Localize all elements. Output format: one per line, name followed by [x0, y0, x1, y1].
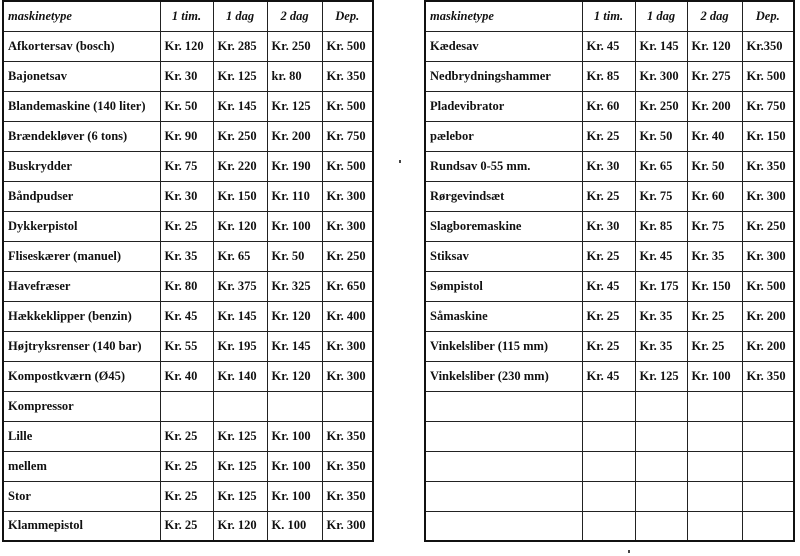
table-row [3, 481, 373, 511]
price-1-hour-cell: Kr. 60 [582, 91, 635, 121]
deposit-cell [742, 391, 794, 421]
price-2-days-cell: Kr. 200 [267, 121, 322, 151]
deposit-cell: Kr. 150 [742, 121, 794, 151]
header-1-hour: 1 tim. [160, 1, 213, 31]
deposit-cell: Kr. 200 [742, 301, 794, 331]
machine-name-cell: Rundsav 0-55 mm. [425, 151, 582, 181]
deposit-cell: Kr. 350 [322, 481, 373, 511]
price-2-days-cell: Kr. 100 [267, 421, 322, 451]
machine-name-cell: Hækkeklipper (benzin) [3, 301, 160, 331]
table-row [3, 271, 373, 301]
price-1-hour-cell: Kr. 45 [582, 271, 635, 301]
scan-speck [399, 160, 401, 163]
header-deposit: Dep. [742, 1, 794, 31]
price-1-day-cell [635, 511, 687, 541]
price-1-day-cell: Kr. 145 [213, 301, 267, 331]
deposit-cell: Kr. 300 [322, 181, 373, 211]
price-1-day-cell: Kr. 300 [635, 61, 687, 91]
table-row [3, 361, 373, 391]
price-1-day-cell: Kr. 125 [213, 451, 267, 481]
price-1-hour-cell: Kr. 25 [160, 421, 213, 451]
machine-name-cell: Pladevibrator [425, 91, 582, 121]
machine-name-cell: Vinkelsliber (115 mm) [425, 331, 582, 361]
machine-name-cell [425, 481, 582, 511]
machine-name-cell [425, 451, 582, 481]
header-machine-type: maskinetype [425, 1, 582, 31]
price-2-days-cell [687, 481, 742, 511]
header-1-hour: 1 tim. [582, 1, 635, 31]
price-1-day-cell [635, 391, 687, 421]
deposit-cell: Kr.350 [742, 31, 794, 61]
price-2-days-cell: Kr. 100 [267, 481, 322, 511]
table-row [425, 301, 794, 331]
price-1-day-cell: Kr. 175 [635, 271, 687, 301]
price-2-days-cell: Kr. 125 [267, 91, 322, 121]
deposit-cell: Kr. 500 [742, 61, 794, 91]
price-2-days-cell: Kr. 100 [267, 211, 322, 241]
machine-name-cell: Stiksav [425, 241, 582, 271]
deposit-cell: Kr. 250 [322, 241, 373, 271]
price-2-days-cell: Kr. 50 [267, 241, 322, 271]
machine-name-cell: Båndpudser [3, 181, 160, 211]
deposit-cell [742, 421, 794, 451]
deposit-cell: Kr. 750 [742, 91, 794, 121]
deposit-cell: Kr. 300 [322, 511, 373, 541]
machine-name-cell: Fliseskærer (manuel) [3, 241, 160, 271]
table-row [425, 181, 794, 211]
deposit-cell [322, 391, 373, 421]
left-table-body [3, 31, 373, 541]
table-row [3, 91, 373, 121]
table-row [425, 421, 794, 451]
deposit-cell: Kr. 500 [322, 151, 373, 181]
table-row [3, 151, 373, 181]
price-1-hour-cell: Kr. 25 [582, 241, 635, 271]
header-1-day: 1 dag [635, 1, 687, 31]
table-row [425, 391, 794, 421]
price-2-days-cell: K. 100 [267, 511, 322, 541]
machine-name-cell: Bajonetsav [3, 61, 160, 91]
price-2-days-cell: Kr. 275 [687, 61, 742, 91]
price-2-days-cell: Kr. 100 [267, 451, 322, 481]
price-2-days-cell: Kr. 325 [267, 271, 322, 301]
price-1-hour-cell: Kr. 55 [160, 331, 213, 361]
price-1-day-cell: Kr. 375 [213, 271, 267, 301]
deposit-cell: Kr. 350 [322, 451, 373, 481]
table-row [3, 61, 373, 91]
price-1-day-cell [635, 451, 687, 481]
table-row [3, 451, 373, 481]
table-row [425, 271, 794, 301]
deposit-cell [742, 511, 794, 541]
price-1-day-cell: Kr. 145 [635, 31, 687, 61]
table-row [425, 511, 794, 541]
deposit-cell: Kr. 500 [322, 31, 373, 61]
price-1-hour-cell: Kr. 30 [160, 61, 213, 91]
price-1-day-cell: Kr. 65 [635, 151, 687, 181]
price-2-days-cell: Kr. 100 [687, 361, 742, 391]
price-1-hour-cell: Kr. 25 [160, 511, 213, 541]
price-1-day-cell: Kr. 85 [635, 211, 687, 241]
price-1-day-cell: Kr. 250 [635, 91, 687, 121]
price-2-days-cell: Kr. 35 [687, 241, 742, 271]
deposit-cell: Kr. 200 [742, 331, 794, 361]
price-1-day-cell: Kr. 75 [635, 181, 687, 211]
deposit-cell [742, 451, 794, 481]
price-1-hour-cell: Kr. 25 [582, 331, 635, 361]
deposit-cell: Kr. 500 [742, 271, 794, 301]
price-1-hour-cell: Kr. 25 [160, 481, 213, 511]
scan-speck [628, 550, 630, 553]
deposit-cell: Kr. 400 [322, 301, 373, 331]
price-1-hour-cell: Kr. 25 [160, 451, 213, 481]
price-1-hour-cell: Kr. 25 [582, 301, 635, 331]
price-1-day-cell: Kr. 195 [213, 331, 267, 361]
price-1-day-cell: Kr. 125 [213, 61, 267, 91]
machine-name-cell: Afkortersav (bosch) [3, 31, 160, 61]
price-1-day-cell: Kr. 45 [635, 241, 687, 271]
price-1-hour-cell: Kr. 45 [582, 361, 635, 391]
price-2-days-cell: Kr. 50 [687, 151, 742, 181]
price-2-days-cell [687, 421, 742, 451]
price-1-hour-cell: Kr. 35 [160, 241, 213, 271]
table-row [425, 361, 794, 391]
price-1-hour-cell: Kr. 45 [582, 31, 635, 61]
table-row [3, 331, 373, 361]
machine-name-cell: Dykkerpistol [3, 211, 160, 241]
price-1-hour-cell: Kr. 50 [160, 91, 213, 121]
header-2-days: 2 dag [687, 1, 742, 31]
price-1-day-cell: Kr. 125 [635, 361, 687, 391]
price-2-days-cell [687, 451, 742, 481]
deposit-cell [742, 481, 794, 511]
header-row [425, 1, 794, 31]
price-1-day-cell: Kr. 140 [213, 361, 267, 391]
right-price-sheet [424, 0, 795, 542]
price-1-hour-cell: Kr. 85 [582, 61, 635, 91]
price-2-days-cell: Kr. 145 [267, 331, 322, 361]
price-1-hour-cell: Kr. 30 [582, 211, 635, 241]
price-1-hour-cell: Kr. 25 [582, 181, 635, 211]
header-machine-type: maskinetype [3, 1, 160, 31]
price-1-day-cell: Kr. 250 [213, 121, 267, 151]
deposit-cell: Kr. 750 [322, 121, 373, 151]
header-row [3, 1, 373, 31]
machine-name-cell: Buskrydder [3, 151, 160, 181]
deposit-cell: Kr. 300 [322, 361, 373, 391]
price-1-day-cell [635, 481, 687, 511]
price-1-day-cell: Kr. 35 [635, 301, 687, 331]
right-table-body [425, 31, 794, 541]
price-1-day-cell: Kr. 125 [213, 481, 267, 511]
table-row [3, 241, 373, 271]
price-1-hour-cell: Kr. 90 [160, 121, 213, 151]
deposit-cell: Kr. 350 [742, 151, 794, 181]
machine-name-cell: Rørgevindsæt [425, 181, 582, 211]
price-2-days-cell: Kr. 120 [267, 301, 322, 331]
machine-name-cell: Kædesav [425, 31, 582, 61]
machine-name-cell: mellem [3, 451, 160, 481]
price-1-hour-cell: Kr. 40 [160, 361, 213, 391]
price-2-days-cell: Kr. 75 [687, 211, 742, 241]
price-1-hour-cell: Kr. 30 [582, 151, 635, 181]
table-row [425, 61, 794, 91]
right-price-table [424, 0, 795, 542]
price-2-days-cell [687, 511, 742, 541]
header-1-day: 1 dag [213, 1, 267, 31]
price-1-hour-cell: Kr. 120 [160, 31, 213, 61]
price-2-days-cell: Kr. 25 [687, 331, 742, 361]
price-1-hour-cell: Kr. 45 [160, 301, 213, 331]
machine-name-cell: Havefræser [3, 271, 160, 301]
price-1-hour-cell [582, 481, 635, 511]
price-1-day-cell: Kr. 145 [213, 91, 267, 121]
table-row [425, 31, 794, 61]
table-row [3, 421, 373, 451]
price-2-days-cell: Kr. 60 [687, 181, 742, 211]
table-row [425, 241, 794, 271]
deposit-cell: Kr. 350 [322, 61, 373, 91]
price-1-day-cell: Kr. 65 [213, 241, 267, 271]
machine-name-cell: Brændekløver (6 tons) [3, 121, 160, 151]
machine-name-cell [425, 391, 582, 421]
table-row [3, 211, 373, 241]
price-2-days-cell: Kr. 190 [267, 151, 322, 181]
deposit-cell: Kr. 300 [322, 331, 373, 361]
price-1-day-cell: Kr. 50 [635, 121, 687, 151]
deposit-cell: Kr. 650 [322, 271, 373, 301]
header-2-days: 2 dag [267, 1, 322, 31]
price-1-hour-cell: Kr. 80 [160, 271, 213, 301]
deposit-cell: Kr. 300 [742, 181, 794, 211]
table-row [425, 451, 794, 481]
price-2-days-cell [687, 391, 742, 421]
table-row [3, 301, 373, 331]
price-2-days-cell: kr. 80 [267, 61, 322, 91]
table-row [3, 31, 373, 61]
machine-name-cell [425, 511, 582, 541]
table-row [425, 121, 794, 151]
machine-name-cell: Vinkelsliber (230 mm) [425, 361, 582, 391]
price-1-hour-cell [582, 511, 635, 541]
machine-name-cell: Stor [3, 481, 160, 511]
price-1-hour-cell [160, 391, 213, 421]
table-row [425, 91, 794, 121]
price-1-day-cell: Kr. 120 [213, 511, 267, 541]
machine-name-cell: Lille [3, 421, 160, 451]
price-1-day-cell: Kr. 125 [213, 421, 267, 451]
price-1-day-cell [635, 421, 687, 451]
machine-name-cell: Slagboremaskine [425, 211, 582, 241]
price-2-days-cell: Kr. 110 [267, 181, 322, 211]
machine-name-cell: Klammepistol [3, 511, 160, 541]
machine-name-cell: Såmaskine [425, 301, 582, 331]
table-row [425, 481, 794, 511]
machine-name-cell: pælebor [425, 121, 582, 151]
table-row [3, 391, 373, 421]
machine-name-cell: Nedbrydningshammer [425, 61, 582, 91]
price-1-hour-cell [582, 421, 635, 451]
price-1-day-cell: Kr. 285 [213, 31, 267, 61]
left-price-table [2, 0, 374, 542]
price-2-days-cell: Kr. 25 [687, 301, 742, 331]
price-1-day-cell [213, 391, 267, 421]
price-1-day-cell: Kr. 120 [213, 211, 267, 241]
table-row [3, 511, 373, 541]
price-2-days-cell: Kr. 40 [687, 121, 742, 151]
price-1-hour-cell: Kr. 25 [582, 121, 635, 151]
table-row [425, 151, 794, 181]
deposit-cell: Kr. 500 [322, 91, 373, 121]
price-2-days-cell [267, 391, 322, 421]
price-1-hour-cell: Kr. 75 [160, 151, 213, 181]
deposit-cell: Kr. 300 [322, 211, 373, 241]
header-deposit: Dep. [322, 1, 373, 31]
table-row [425, 211, 794, 241]
table-row [425, 331, 794, 361]
machine-name-cell: Højtryksrenser (140 bar) [3, 331, 160, 361]
price-1-hour-cell [582, 451, 635, 481]
price-2-days-cell: Kr. 120 [267, 361, 322, 391]
machine-name-cell: Kompostkværn (Ø45) [3, 361, 160, 391]
left-price-sheet [2, 0, 374, 542]
price-2-days-cell: Kr. 200 [687, 91, 742, 121]
table-row [3, 181, 373, 211]
machine-name-cell: Sømpistol [425, 271, 582, 301]
machine-name-cell: Kompressor [3, 391, 160, 421]
deposit-cell: Kr. 300 [742, 241, 794, 271]
price-2-days-cell: Kr. 120 [687, 31, 742, 61]
price-2-days-cell: Kr. 150 [687, 271, 742, 301]
price-1-day-cell: Kr. 150 [213, 181, 267, 211]
price-1-day-cell: Kr. 35 [635, 331, 687, 361]
price-1-hour-cell: Kr. 25 [160, 211, 213, 241]
table-row [3, 121, 373, 151]
price-1-day-cell: Kr. 220 [213, 151, 267, 181]
machine-name-cell: Blandemaskine (140 liter) [3, 91, 160, 121]
machine-name-cell [425, 421, 582, 451]
price-1-hour-cell: Kr. 30 [160, 181, 213, 211]
deposit-cell: Kr. 250 [742, 211, 794, 241]
deposit-cell: Kr. 350 [322, 421, 373, 451]
deposit-cell: Kr. 350 [742, 361, 794, 391]
price-2-days-cell: Kr. 250 [267, 31, 322, 61]
price-1-hour-cell [582, 391, 635, 421]
